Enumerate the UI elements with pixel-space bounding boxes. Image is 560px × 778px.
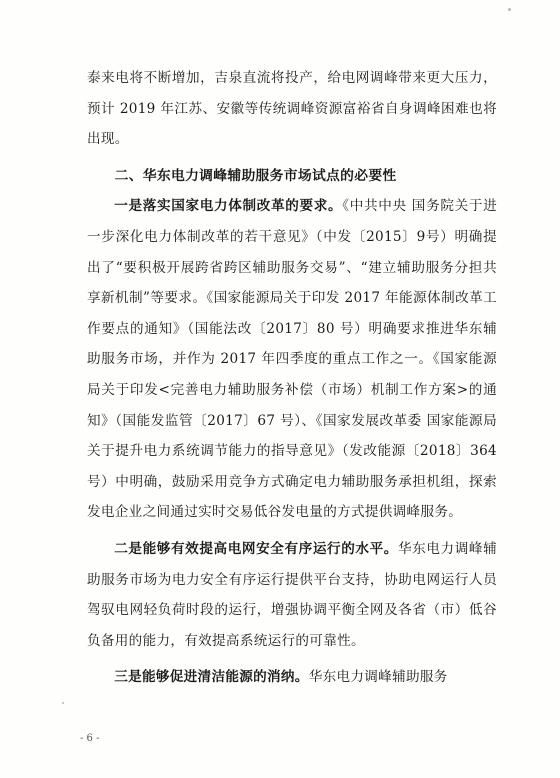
paragraph-lead: 二是能够有效提高电网安全有序运行的水平。 xyxy=(114,540,398,557)
paragraph-text: 华东电力调峰辅助服务市场为电力安全有序运行提供平台支持，协助电网运行人员驾驭电网轻负荷时段的运行，增强协调平衡全网及各省（市）低谷负备用的能力，有效提高系统运行的可靠性。 xyxy=(87,540,497,649)
page-number: - 6 - xyxy=(80,733,100,744)
document-body xyxy=(87,63,497,693)
scan-speck xyxy=(62,702,64,704)
paragraph-text: 华东电力调峰辅助服务 xyxy=(308,669,448,686)
section-heading: 二、华东电力调峰辅助服务市场试点的必要性 xyxy=(114,167,397,184)
paragraph-continued: 泰来电将不断增加，吉泉直流将投产，给电网调峰带来更大压力，预计 2019 年江苏、安徽等传统调峰资源富裕省自身调峰困难也将出现。 xyxy=(87,70,497,148)
paragraph-lead: 一是落实国家电力体制改革的要求。 xyxy=(114,198,343,215)
paragraph-clean-energy xyxy=(87,662,497,693)
paragraph-text: 《中共中央 国务院关于进一步深化电力体制改革的若干意见》（中发〔2015〕9号）明确提出了“要积极开展跨省跨区辅助服务交易”、“建立辅助服务分担共享新机制”等要求。《国家能源局关于印发 2017 年能源体制改革工作要点的通知》（国能法改〔2017〕80 号）明确要求推进华东辅助服务市场，并作为 2017 年四季度的重点工作之一。《国家能源局关于印发<完善电力辅助服务补偿（市场）机制工作方案>的通知》（国能发监管〔2017〕67 号）、《国家发展改革委 国家能源局关于提升电力系统调节能力的指导意见》（发改能源〔2018〕364 号）中明确，鼓励采用竞争方式确定电力辅助服务承担机组，探索发电企业之间通过实时交易低谷发电量的方式提供调峰服务。 xyxy=(87,198,497,521)
paragraph-lead: 三是能够促进清洁能源的消纳。 xyxy=(114,669,309,686)
paragraph-reform xyxy=(87,191,497,528)
scan-speck xyxy=(508,8,511,11)
paragraph-safety xyxy=(87,534,497,656)
